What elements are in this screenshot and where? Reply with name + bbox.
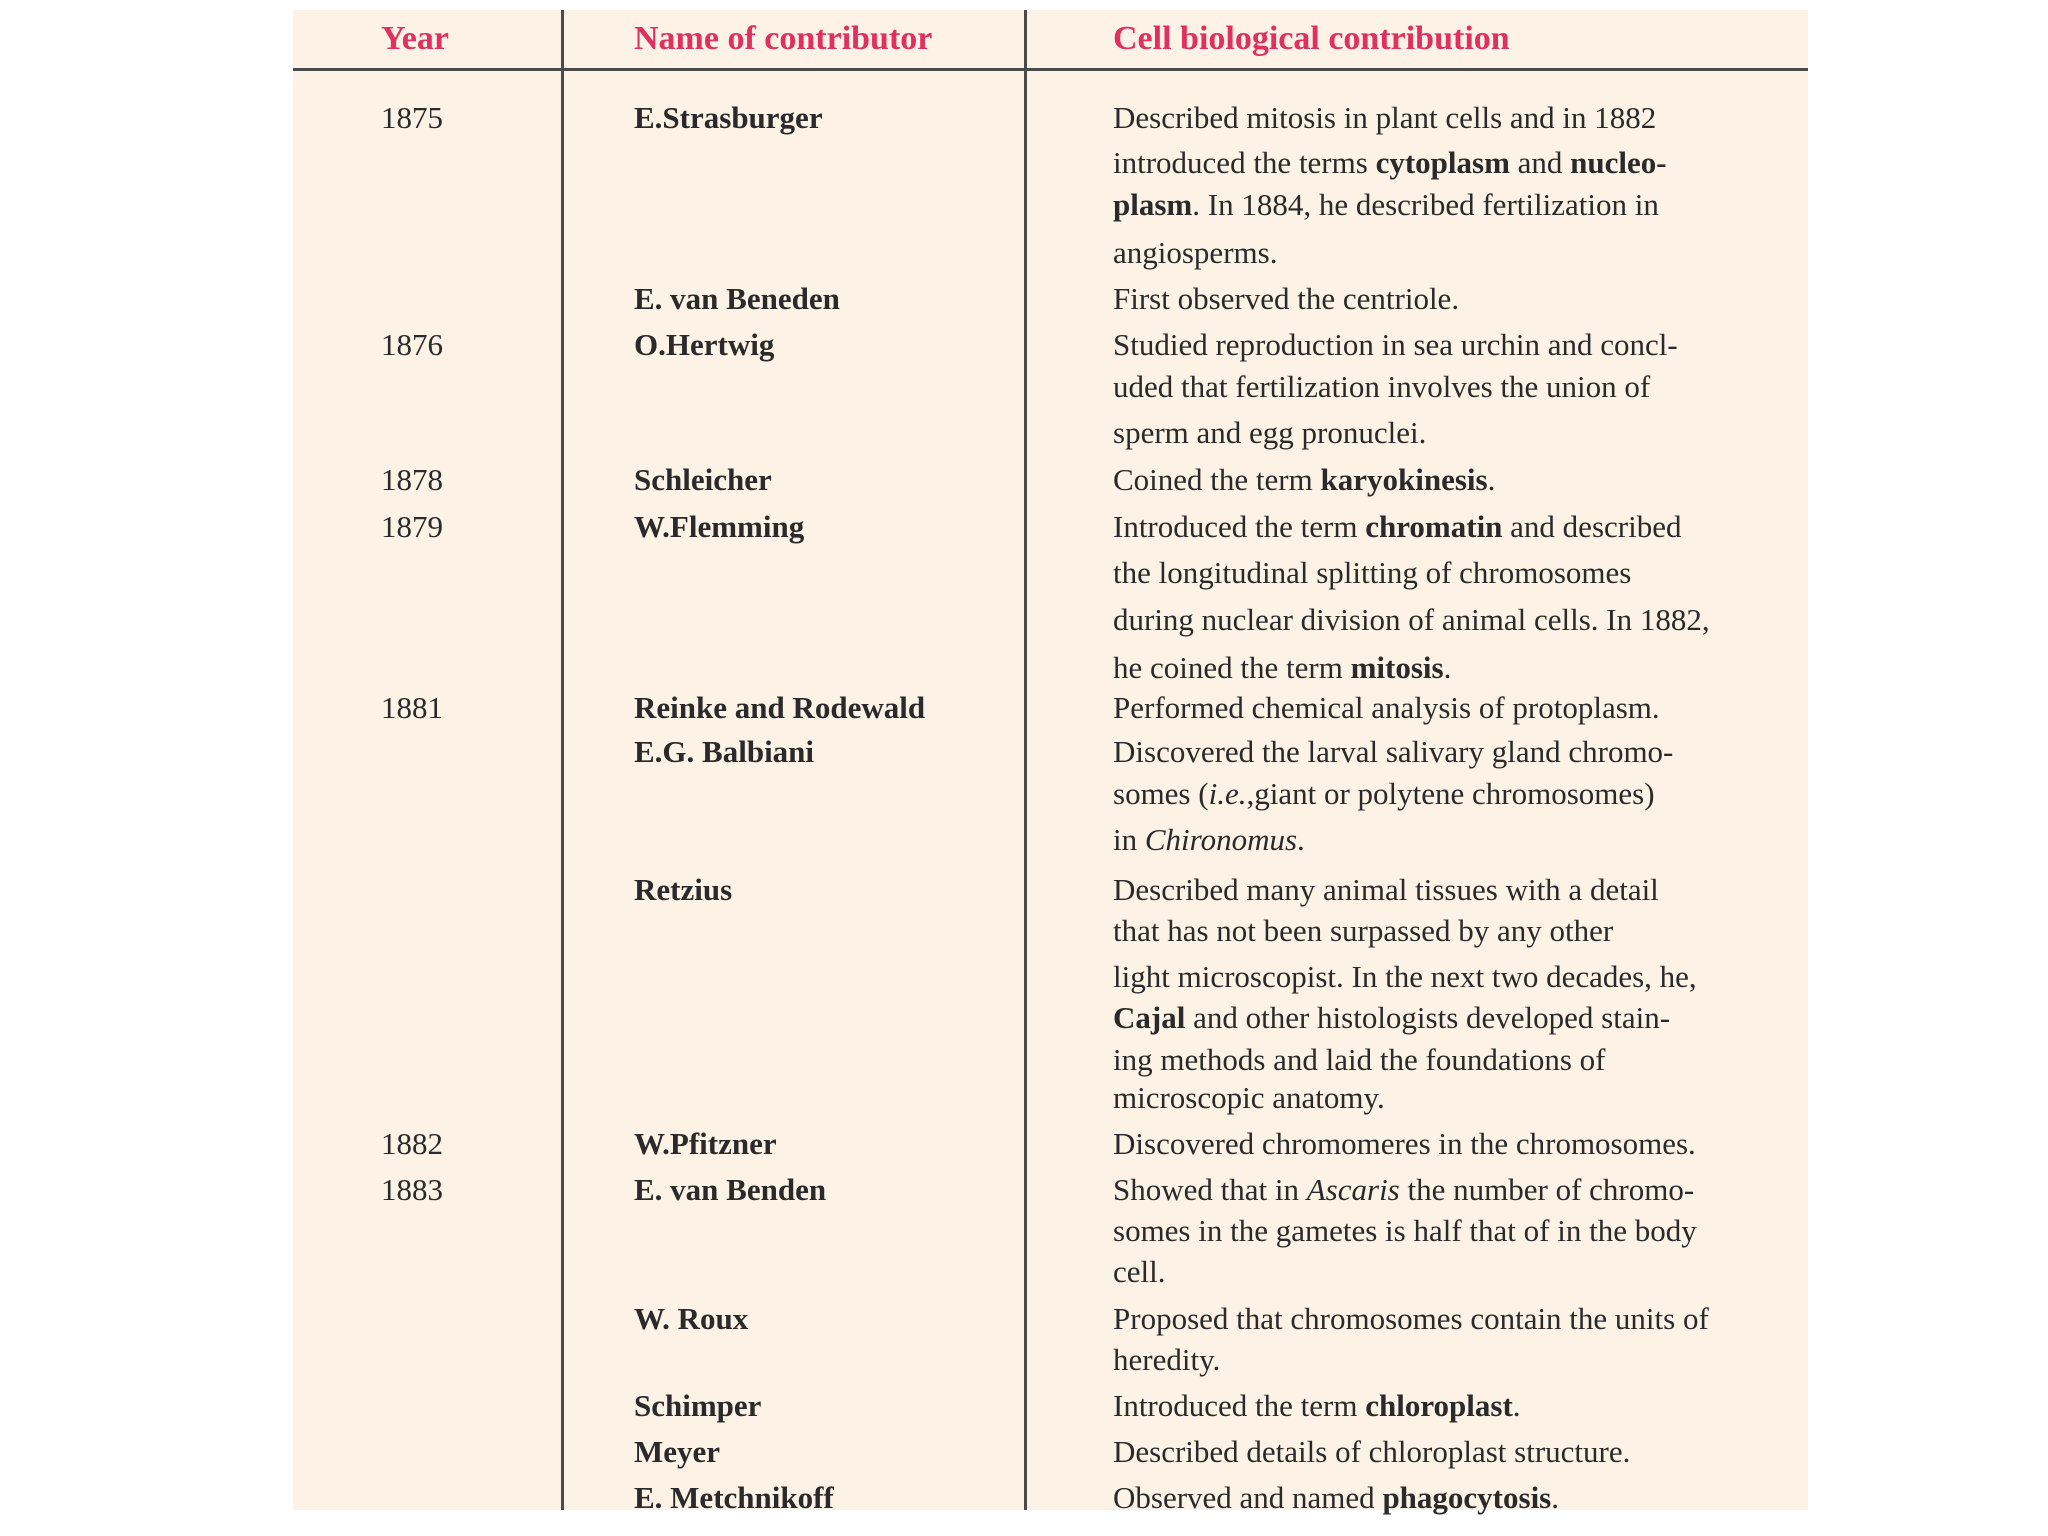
row-year: 1878 [381, 462, 443, 497]
row-contributor: Retzius [634, 872, 733, 907]
row-year: 1883 [381, 1172, 443, 1207]
row-contribution [1113, 509, 1710, 690]
row-contributor: Schleicher [634, 462, 772, 497]
contribution-line: heredity. [1113, 1342, 1221, 1377]
contribution-line: somes in the gametes is half that of in the body [1113, 1213, 1697, 1248]
contribution-line: Described details of chloroplast structure. [1113, 1434, 1631, 1469]
row-contributor: E. van Beneden [634, 281, 840, 316]
contribution-line: somes (i.e.,giant or polytene chromosomes) [1113, 776, 1655, 811]
row-contribution [1113, 1126, 1696, 1166]
contribution-line: Discovered chromomeres in the chromosomes. [1113, 1126, 1696, 1161]
row-contribution [1113, 1172, 1697, 1294]
row-year: 1882 [381, 1126, 443, 1161]
header-rule [293, 68, 1808, 71]
contribution-line: he coined the term mitosis. [1113, 650, 1452, 685]
row-contributor: Meyer [634, 1434, 721, 1469]
header-contribution: Cell biological contribution [1113, 20, 1510, 57]
contribution-line: the longitudinal splitting of chromosomes [1113, 555, 1632, 590]
contribution-line: light microscopist. In the next two decades, he, [1113, 959, 1697, 994]
contribution-line: plasm. In 1884, he described fertilization in [1113, 187, 1659, 222]
contribution-line: Coined the term karyokinesis. [1113, 462, 1496, 497]
contribution-line: in Chironomus. [1113, 822, 1305, 857]
header-year: Year [381, 20, 449, 57]
contribution-line: cell. [1113, 1254, 1166, 1289]
contribution-line: Cajal and other histologists developed stain- [1113, 1000, 1671, 1035]
contribution-line: uded that fertilization involves the union of [1113, 369, 1651, 404]
row-contributor: W.Flemming [634, 509, 805, 544]
contribution-line: microscopic anatomy. [1113, 1080, 1385, 1115]
column-divider-right [1024, 10, 1027, 1510]
row-contributor: Schimper [634, 1388, 762, 1423]
contribution-line: Introduced the term chloroplast. [1113, 1388, 1521, 1423]
row-year: 1875 [381, 100, 443, 135]
contribution-line: Introduced the term chromatin and described [1113, 509, 1682, 544]
row-contribution [1113, 327, 1678, 455]
contribution-line: ing methods and laid the foundations of [1113, 1042, 1606, 1077]
contribution-line: Studied reproduction in sea urchin and concl- [1113, 327, 1678, 362]
history-table [293, 10, 1808, 1515]
contribution-line: First observed the centriole. [1113, 281, 1460, 316]
row-contributor: W. Roux [634, 1301, 749, 1336]
row-contribution [1113, 1480, 1559, 1520]
contribution-line: Discovered the larval salivary gland chromo- [1113, 734, 1674, 769]
row-contribution [1113, 690, 1660, 730]
row-contributor: E. van Benden [634, 1172, 827, 1207]
row-contributor: E.Strasburger [634, 100, 823, 135]
row-contributor: Reinke and Rodewald [634, 690, 926, 725]
contribution-line: introduced the terms cytoplasm and nucleo- [1113, 145, 1667, 180]
row-contribution [1113, 734, 1673, 862]
row-contribution [1113, 462, 1495, 502]
row-contribution [1113, 872, 1697, 1120]
row-contribution [1113, 100, 1667, 275]
contribution-line: that has not been surpassed by any other [1113, 913, 1614, 948]
row-contribution [1113, 1301, 1709, 1382]
row-contributor: W.Pfitzner [634, 1126, 777, 1161]
row-contribution [1113, 1388, 1521, 1428]
contribution-line: Proposed that chromosomes contain the units of [1113, 1301, 1709, 1336]
contribution-line: angiosperms. [1113, 235, 1278, 270]
row-year: 1879 [381, 509, 443, 544]
row-contributor: O.Hertwig [634, 327, 775, 362]
contribution-line: during nuclear division of animal cells. In 1882, [1113, 602, 1710, 637]
row-contribution [1113, 1434, 1630, 1474]
row-contributor: E. Metchnikoff [634, 1480, 834, 1515]
contribution-line: Described mitosis in plant cells and in 1882 [1113, 100, 1657, 135]
contribution-line: Described many animal tissues with a detail [1113, 872, 1659, 907]
column-divider-left [561, 10, 564, 1510]
contribution-line: Showed that in Ascaris the number of chromo- [1113, 1172, 1695, 1207]
header-name: Name of contributor [634, 20, 933, 57]
row-contributor: E.G. Balbiani [634, 734, 815, 769]
contribution-line: Observed and named phagocytosis. [1113, 1480, 1559, 1515]
contribution-line: Performed chemical analysis of protoplasm. [1113, 690, 1660, 725]
contribution-line: sperm and egg pronuclei. [1113, 415, 1427, 450]
row-contribution [1113, 281, 1459, 321]
row-year: 1876 [381, 327, 443, 362]
row-year: 1881 [381, 690, 443, 725]
